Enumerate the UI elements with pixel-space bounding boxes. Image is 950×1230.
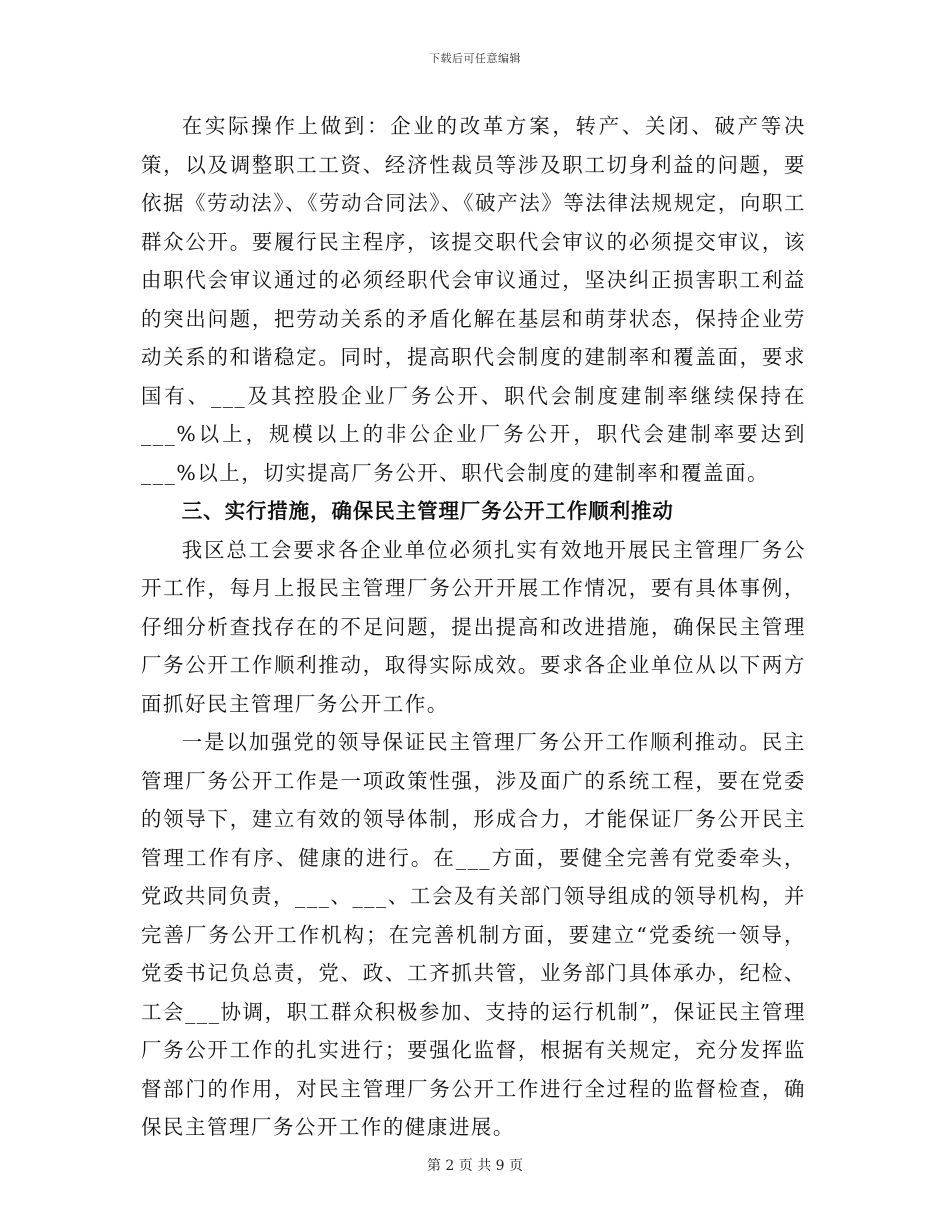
section-heading-3: 三、实行措施，确保民主管理厂务公开工作顺利推动: [181, 499, 674, 523]
paragraph-party-leadership: 一是以加强党的领导保证民主管理厂务公开工作顺利推动。民主管理厂务公开工作是一项政策性强，涉及面广的系统工程，要在党委的领导下，建立有效的领导体制，形成合力，才能保证厂务公开民主管理工作有序、健康的进行。在___方面，要健全完善有党委牵头，党政共同负责，___、___、工会及有关部门领导组成的领导机构，并完善厂务公开工作机构；在完善机制方面，要建立“党委统一领导，党委书记负总责，党、政、工齐抓共管，业务部门具体承办，纪检、工会___协调，职工群众积极参加、支持的运行机制”，保证民主管理厂务公开工作的扎实进行；要强化监督，根据有关规定，充分发挥监督部门的作用，对民主管理厂务公开工作进行全过程的监督检查，确保民主管理厂务公开工作的健康进展。: [141, 730, 806, 1139]
paragraph-union-requirements: 我区总工会要求各企业单位必须扎实有效地开展民主管理厂务公开工作，每月上报民主管理厂务公开开展工作情况，要有具体事例，仔细分析查找存在的不足问题，提出提高和改进措施，确保民主管理厂务公开工作顺利推动，取得实际成效。要求各企业单位从以下两方面抓好民主管理厂务公开工作。: [141, 537, 806, 716]
page-header: 下载后可任意编辑: [429, 52, 521, 65]
paragraph-disclosure-practice: 在实际操作上做到：企业的改革方案，转产、关闭、破产等决策，以及调整职工工资、经济性裁员等涉及职工切身利益的问题，要依据《劳动法》、《劳动合同法》、《破产法》等法律法规规定，向职工群众公开。要履行民主程序，该提交职代会审议的必须提交审议，该由职代会审议通过的必须经职代会审议通过，坚决纠正损害职工利益的突出问题，把劳动关系的矛盾化解在基层和萌芽状态，保持企业劳动关系的和谐稳定。同时，提高职代会制度的建制率和覆盖面，要求国有、___及其控股企业厂务公开、职代会制度建制率继续保持在___%以上，规模以上的非公企业厂务公开，职代会建制率要达到___%以上，切实提高厂务公开、职代会制度的建制率和覆盖面。: [141, 114, 806, 485]
page-number: 第 2 页 共 9 页: [426, 1158, 524, 1174]
document-body: [141, 107, 806, 1147]
